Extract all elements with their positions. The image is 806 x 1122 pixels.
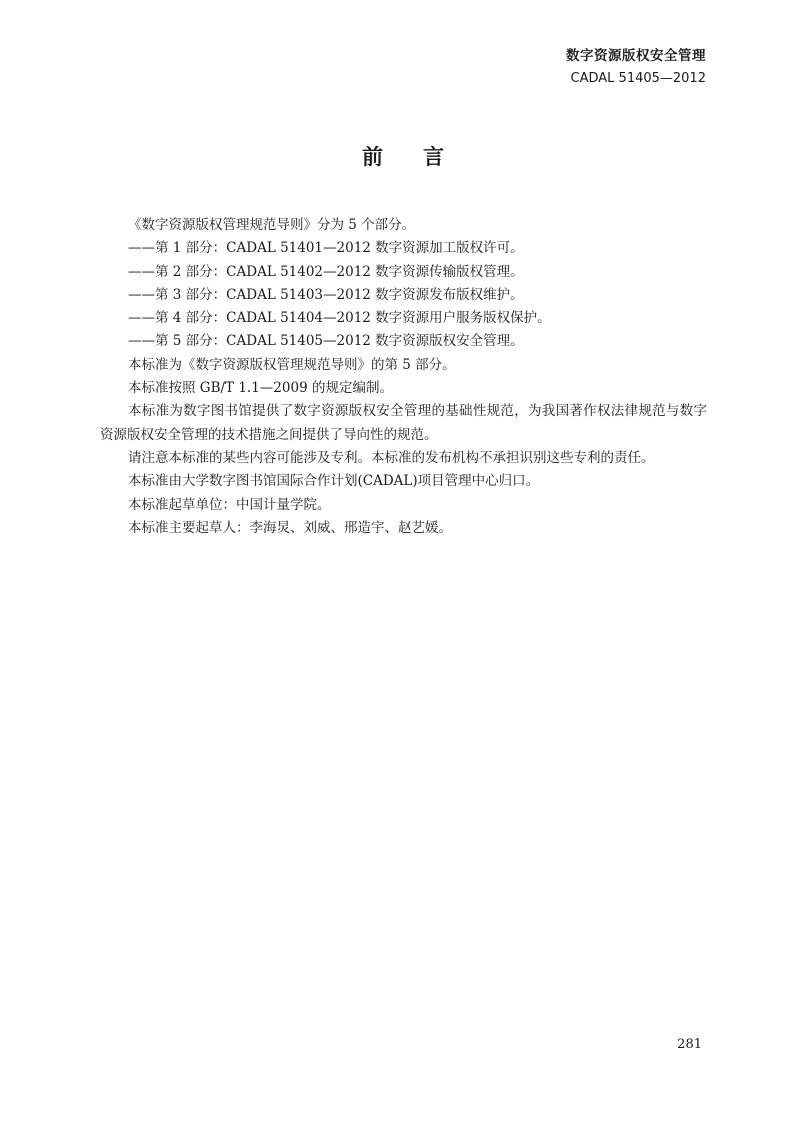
paragraph: 本标准主要起草人：李海炅、刘威、邢造宇、赵艺媛。: [128, 519, 452, 536]
page-title: 前言: [362, 145, 484, 169]
paragraph: ——第 2 部分：CADAL 51402—2012 数字资源传输版权管理。: [128, 263, 524, 280]
header-code: CADAL 51405—2012: [570, 71, 706, 86]
paragraph: ——第 4 部分：CADAL 51404—2012 数字资源用户服务版权保护。: [128, 310, 551, 327]
foreword-body: [100, 214, 707, 540]
paragraph: 请注意本标准的某些内容可能涉及专利。本标准的发布机构不承担识别这些专利的责任。: [128, 449, 655, 466]
paragraph: 本标准按照 GB/T 1.1—2009 的规定编制。: [128, 380, 393, 397]
paragraph: ——第 5 部分：CADAL 51405—2012 数字资源版权安全管理。: [128, 333, 524, 350]
paragraph: 《数字资源版权管理规范导则》分为 5 个部分。: [128, 217, 416, 233]
paragraph: 本标准为《数字资源版权管理规范导则》的第 5 部分。: [128, 356, 456, 373]
paragraph: 本标准起草单位：中国计量学院。: [128, 496, 331, 513]
paragraph: ——第 1 部分：CADAL 51401—2012 数字资源加工版权许可。: [128, 240, 524, 257]
running-header: [566, 46, 706, 89]
paragraph: 本标准为数字图书馆提供了数字资源版权安全管理的基础性规范，为我国著作权法律规范与数字资源版权安全管理的技术措施之间提供了导向性的规范。: [100, 403, 707, 443]
paragraph: 本标准由大学数字图书馆国际合作计划(CADAL)项目管理中心归口。: [128, 473, 540, 490]
paragraph: ——第 3 部分：CADAL 51403—2012 数字资源发布版权维护。: [128, 286, 524, 303]
page-number: 281: [677, 1037, 702, 1052]
header-title: 数字资源版权安全管理: [566, 48, 706, 64]
